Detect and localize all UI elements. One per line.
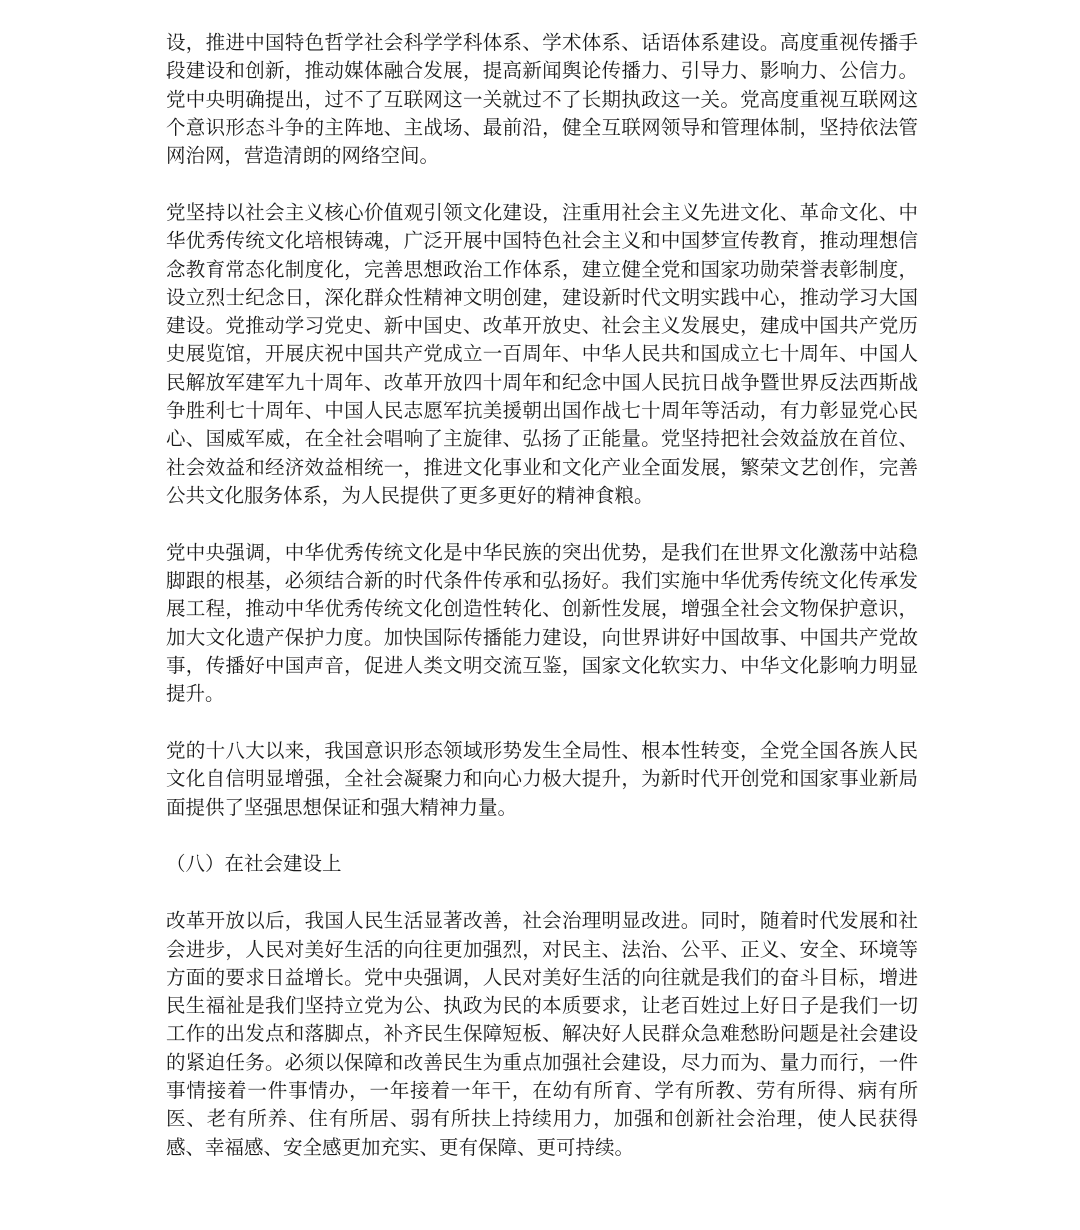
- paragraph-traditional-culture: 党中央强调，中华优秀传统文化是中华民族的突出优势，是我们在世界文化激荡中站稳脚跟的根基，必须结合新的时代条件传承和弘扬好。我们实施中华优秀传统文化传承发展工程，推动中华优秀传统文化创造性转化、创新性发展，增强全社会文物保护意识，加大文化遗产保护力度。加快国际传播能力建设，向世界讲好中国故事、中国共产党故事，传播好中国声音，促进人类文明交流互鉴，国家文化软实力、中华文化影响力明显提升。: [166, 540, 918, 706]
- section-heading-social-construction: （八）在社会建设上: [166, 852, 342, 876]
- paragraph-cultural-confidence: 党的十八大以来，我国意识形态领域形势发生全局性、根本性转变，全党全国各族人民文化自信明显增强，全社会凝聚力和向心力极大提升，为新时代开创党和国家事业新局面提供了坚强思想保证和强大精神力量。: [166, 739, 918, 819]
- paragraph-core-values: 党坚持以社会主义核心价值观引领文化建设，注重用社会主义先进文化、革命文化、中华优秀传统文化培根铸魂，广泛开展中国特色社会主义和中国梦宣传教育，推动理想信念教育常态化制度化，完善思想政治工作体系，建立健全党和国家功勋荣誉表彰制度，设立烈士纪念日，深化群众性精神文明创建，建设新时代文明实践中心，推动学习大国建设。党推动学习党史、新中国史、改革开放史、社会主义发展史，建成中国共产党历史展览馆，开展庆祝中国共产党成立一百周年、中华人民共和国成立七十周年、中国人民解放军建军九十周年、改革开放四十周年和纪念中国人民抗日战争暨世界反法西斯战争胜利七十周年、中国人民志愿军抗美援朝出国作战七十周年等活动，有力彰显党心民心、国威军威，在全社会唱响了主旋律、弘扬了正能量。党坚持把社会效益放在首位、社会效益和经济效益相统一，推进文化事业和文化产业全面发展，繁荣文艺创作，完善公共文化服务体系，为人民提供了更多更好的精神食粮。: [166, 200, 918, 507]
- paragraph-social-construction: 改革开放以后，我国人民生活显著改善，社会治理明显改进。同时，随着时代发展和社会进步，人民对美好生活的向往更加强烈，对民主、法治、公平、正义、安全、环境等方面的要求日益增长。党中央强调，人民对美好生活的向往就是我们的奋斗目标，增进民生福祉是我们坚持立党为公、执政为民的本质要求，让老百姓过上好日子是我们一切工作的出发点和落脚点，补齐民生保障短板、解决好人民群众急难愁盼问题是社会建设的紧迫任务。必须以保障和改善民生为重点加强社会建设，尽力而为、量力而行，一件事情接着一件事情办，一年接着一年干，在幼有所育、学有所教、劳有所得、病有所医、老有所养、住有所居、弱有所扶上持续用力，加强和创新社会治理，使人民获得感、幸福感、安全感更加充实、更有保障、更可持续。: [166, 909, 918, 1159]
- paragraph-ideology-media: 设，推进中国特色哲学社会科学学科体系、学术体系、话语体系建设。高度重视传播手段建设和创新，推动媒体融合发展，提高新闻舆论传播力、引导力、影响力、公信力。党中央明确提出，过不了互联网这一关就过不了长期执政这一关。党高度重视互联网这个意识形态斗争的主阵地、主战场、最前沿，健全互联网领导和管理体制，坚持依法管网治网，营造清朗的网络空间。: [166, 31, 918, 168]
- document-page: [166, 29, 918, 1190]
